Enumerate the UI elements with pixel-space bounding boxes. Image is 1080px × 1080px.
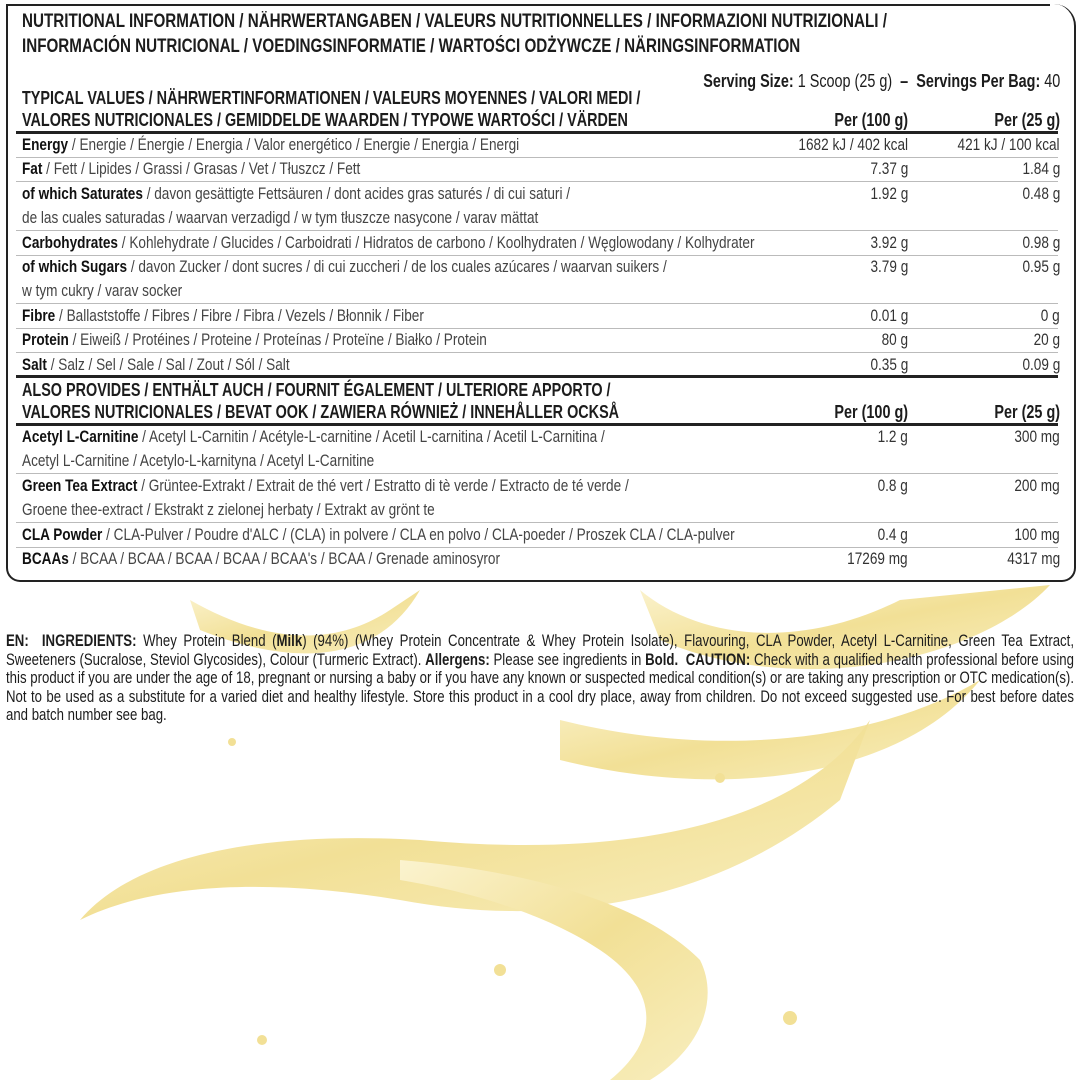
language-code: EN: (6, 632, 29, 650)
bold-word: Bold. (645, 650, 679, 669)
nutrient-translations: / Grüntee-Extrakt / Extrait de thé vert / Estratto di tè verde / Extracto de té verde / (137, 475, 629, 495)
table-title-line: NUTRITIONAL INFORMATION / NÄHRWERTANGABEN / VALEURS NUTRITIONNELLES / INFORMAZIONI NUTRIZIONALI / (22, 11, 887, 32)
nutrient-name: CLA Powder (22, 524, 103, 544)
nutrient-label (22, 158, 360, 180)
nutrient-translations: / Acetyl L-Carnitin / Acétyle-L-carnitine / Acetil L-carnitina / Acetil L-Carnitina / (138, 427, 605, 446)
value-per-100g: 0.01 g (870, 305, 908, 325)
value-per-100g: 1.92 g (870, 183, 908, 203)
nutrient-translations: / Energie / Énergie / Energia / Valor energético / Energie / Energia / Energi (68, 135, 520, 154)
ingredients-label: INGREDIENTS: (41, 632, 137, 650)
nutrient-name: Fibre (22, 305, 56, 325)
servings-per-bag-label: Servings Per Bag: (915, 71, 1040, 91)
nutrient-name: Fat (22, 159, 43, 179)
value-per-100g: 1.2 g (877, 427, 908, 446)
column-header-per-100g: Per (100 g) (834, 402, 908, 422)
nutrient-name: Carbohydrates (22, 232, 118, 252)
nutrient-label: w tym cukry / varav socker (22, 281, 183, 301)
value-per-25g: 1.84 g (1022, 159, 1060, 179)
nutrient-name: Salt (22, 354, 47, 374)
value-per-100g: 0.4 g (877, 524, 908, 544)
allergens-label: Allergens: (425, 650, 490, 669)
nutrient-translations: / CLA-Pulver / Poudre d'ALC / (CLA) in polvere / CLA en polvo / CLA-poeder / Proszek CLA / CLA-pulver (102, 524, 735, 544)
nutrient-label (22, 475, 629, 497)
ingredients-text: Whey Protein Blend ( (136, 632, 277, 650)
nutrient-name: of which Sugars (22, 257, 128, 276)
value-per-100g: 80 g (881, 330, 908, 350)
nutrient-label (22, 256, 667, 278)
nutrient-name: BCAAs (22, 549, 69, 568)
serving-info (703, 70, 1060, 92)
allergen-milk: Milk (276, 632, 303, 650)
section-header-line: VALORES NUTRICIONALES / GEMIDDELDE WAARDEN / TYPOWE WARTOŚCI / VÄRDEN (22, 110, 628, 130)
section-header-line: TYPICAL VALUES / NÄHRWERTINFORMATIONEN / VALEURS MOYENNES / VALORI MEDI / (22, 88, 641, 108)
value-per-25g: 0.09 g (1022, 354, 1060, 374)
nutrient-name: Green Tea Extract (22, 475, 138, 495)
nutrient-translations: / Fett / Lipides / Grassi / Grasas / Vet / Tłuszcz / Fett (42, 159, 361, 179)
nutrient-name: Acetyl L-Carnitine (22, 427, 139, 446)
value-per-25g: 20 g (1033, 330, 1060, 350)
serving-size-label: Serving Size: (702, 71, 794, 91)
nutrient-translations: / Salz / Sel / Sale / Sal / Zout / Sól / Salt (46, 354, 290, 374)
value-per-25g: 300 mg (1014, 427, 1060, 446)
nutrient-label (22, 232, 755, 254)
nutrient-translations: / Eiweiß / Protéines / Proteine / Proteínas / Proteïne / Białko / Protein (68, 330, 487, 350)
value-per-25g: 0.95 g (1022, 257, 1060, 276)
section-divider (16, 375, 1058, 378)
value-per-25g: 0 g (1041, 305, 1060, 325)
nutrient-label: de las cuales saturadas / waarvan verzadigd / w tym tłuszcze nasycone / varav mättat (22, 208, 539, 228)
section-header-line: ALSO PROVIDES / ENTHÄLT AUCH / FOURNIT ÉGALEMENT / ULTERIORE APPORTO / (22, 380, 611, 400)
nutrient-label (22, 183, 570, 205)
section-header-line: VALORES NUTRICIONALES / BEVAT OOK / ZAWIERA RÓWNIEŻ / INNEHÅLLER OCKSÅ (22, 402, 620, 422)
value-per-100g: 7.37 g (870, 159, 908, 179)
separator: – (899, 71, 908, 91)
value-per-100g: 1682 kJ / 402 kcal (798, 135, 908, 154)
value-per-100g: 17269 mg (847, 549, 908, 568)
nutrient-label (22, 329, 487, 351)
table-title-line: INFORMACIÓN NUTRICIONAL / VOEDINGSINFORMATIE / WARTOŚCI ODŻYWCZE / NÄRINGSINFORMATION (22, 36, 801, 57)
allergens-text: Please see ingredients in (489, 650, 646, 669)
value-per-25g: 0.98 g (1022, 232, 1060, 252)
value-per-25g: 4317 mg (1007, 549, 1060, 568)
caution-text: Check with a qualified health professional before using this product if you are under the age of 18, pregnant or nursing a baby or if you have any known or suspected medical condition(s) or are taking any prescription or OTC medication(s). Not to be used as a substitute for a varied diet and healthy lifestyle. Store this product in a cool dry place, away from children. Do not exceed suggested use. For best before dates and batch number see bag. (6, 650, 1074, 724)
value-per-25g: 100 mg (1014, 524, 1060, 544)
nutrient-label (22, 426, 605, 448)
value-per-100g: 3.92 g (870, 232, 908, 252)
column-header-per-25g: Per (25 g) (994, 402, 1060, 422)
serving-size-value: 1 Scoop (25 g) (797, 71, 892, 91)
value-per-100g: 0.8 g (877, 475, 908, 495)
value-per-25g: 0.48 g (1022, 183, 1060, 203)
nutrient-translations: / Kohlehydrate / Glucides / Carboidrati / Hidratos de carbono / Koolhydraten / Węglowodany / Kolhydrater (117, 232, 755, 252)
nutrient-translations: / davon Zucker / dont sucres / di cui zuccheri / de los cuales azúcares / waarvan suikers / (127, 257, 667, 276)
nutrient-name: Energy (22, 135, 69, 154)
nutrient-name: Protein (22, 330, 69, 350)
table-top-border (8, 4, 1050, 6)
nutrient-label (22, 524, 735, 546)
nutrient-translations: / Ballaststoffe / Fibres / Fibre / Fibra / Vezels / Błonnik / Fiber (55, 305, 424, 325)
nutrient-label (22, 354, 290, 376)
column-header-per-100g: Per (100 g) (834, 110, 908, 130)
nutrient-label (22, 134, 519, 156)
nutrient-translations: / BCAA / BCAA / BCAA / BCAA / BCAA's / BCAA / Grenade aminosyror (68, 549, 501, 568)
nutrient-label: Groene thee-extract / Ekstrakt z zielonej herbaty / Extrakt av grönt te (22, 500, 435, 520)
ingredients-text: ) (94%) (Whey Protein Concentrate & Whey Protein Isolate), Flavouring, CLA Powder, Acetyl L-Carnitine, Green Tea Extract, Sweeteners (Sucralose, Steviol Glycosides), Colour (Turmeric Extract). (6, 632, 1074, 669)
value-per-25g: 200 mg (1014, 475, 1060, 495)
nutrient-name: of which Saturates (22, 183, 143, 203)
nutrient-label (22, 548, 500, 570)
ingredients-paragraph (6, 632, 1074, 725)
value-per-100g: 3.79 g (870, 257, 908, 276)
nutrient-label (22, 305, 424, 327)
servings-per-bag-value: 40 (1043, 71, 1060, 91)
nutrient-label: Acetyl L-Carnitine / Acetylo-L-karnityna / Acetyl L-Carnitine (22, 451, 375, 471)
caution-label: CAUTION: (685, 650, 751, 669)
nutrition-table (6, 4, 1076, 582)
column-header-per-25g: Per (25 g) (994, 110, 1060, 130)
value-per-25g: 421 kJ / 100 kcal (957, 135, 1060, 154)
nutrient-translations: / davon gesättigte Fettsäuren / dont acides gras saturés / di cui saturi / (142, 183, 571, 203)
value-per-100g: 0.35 g (870, 354, 908, 374)
